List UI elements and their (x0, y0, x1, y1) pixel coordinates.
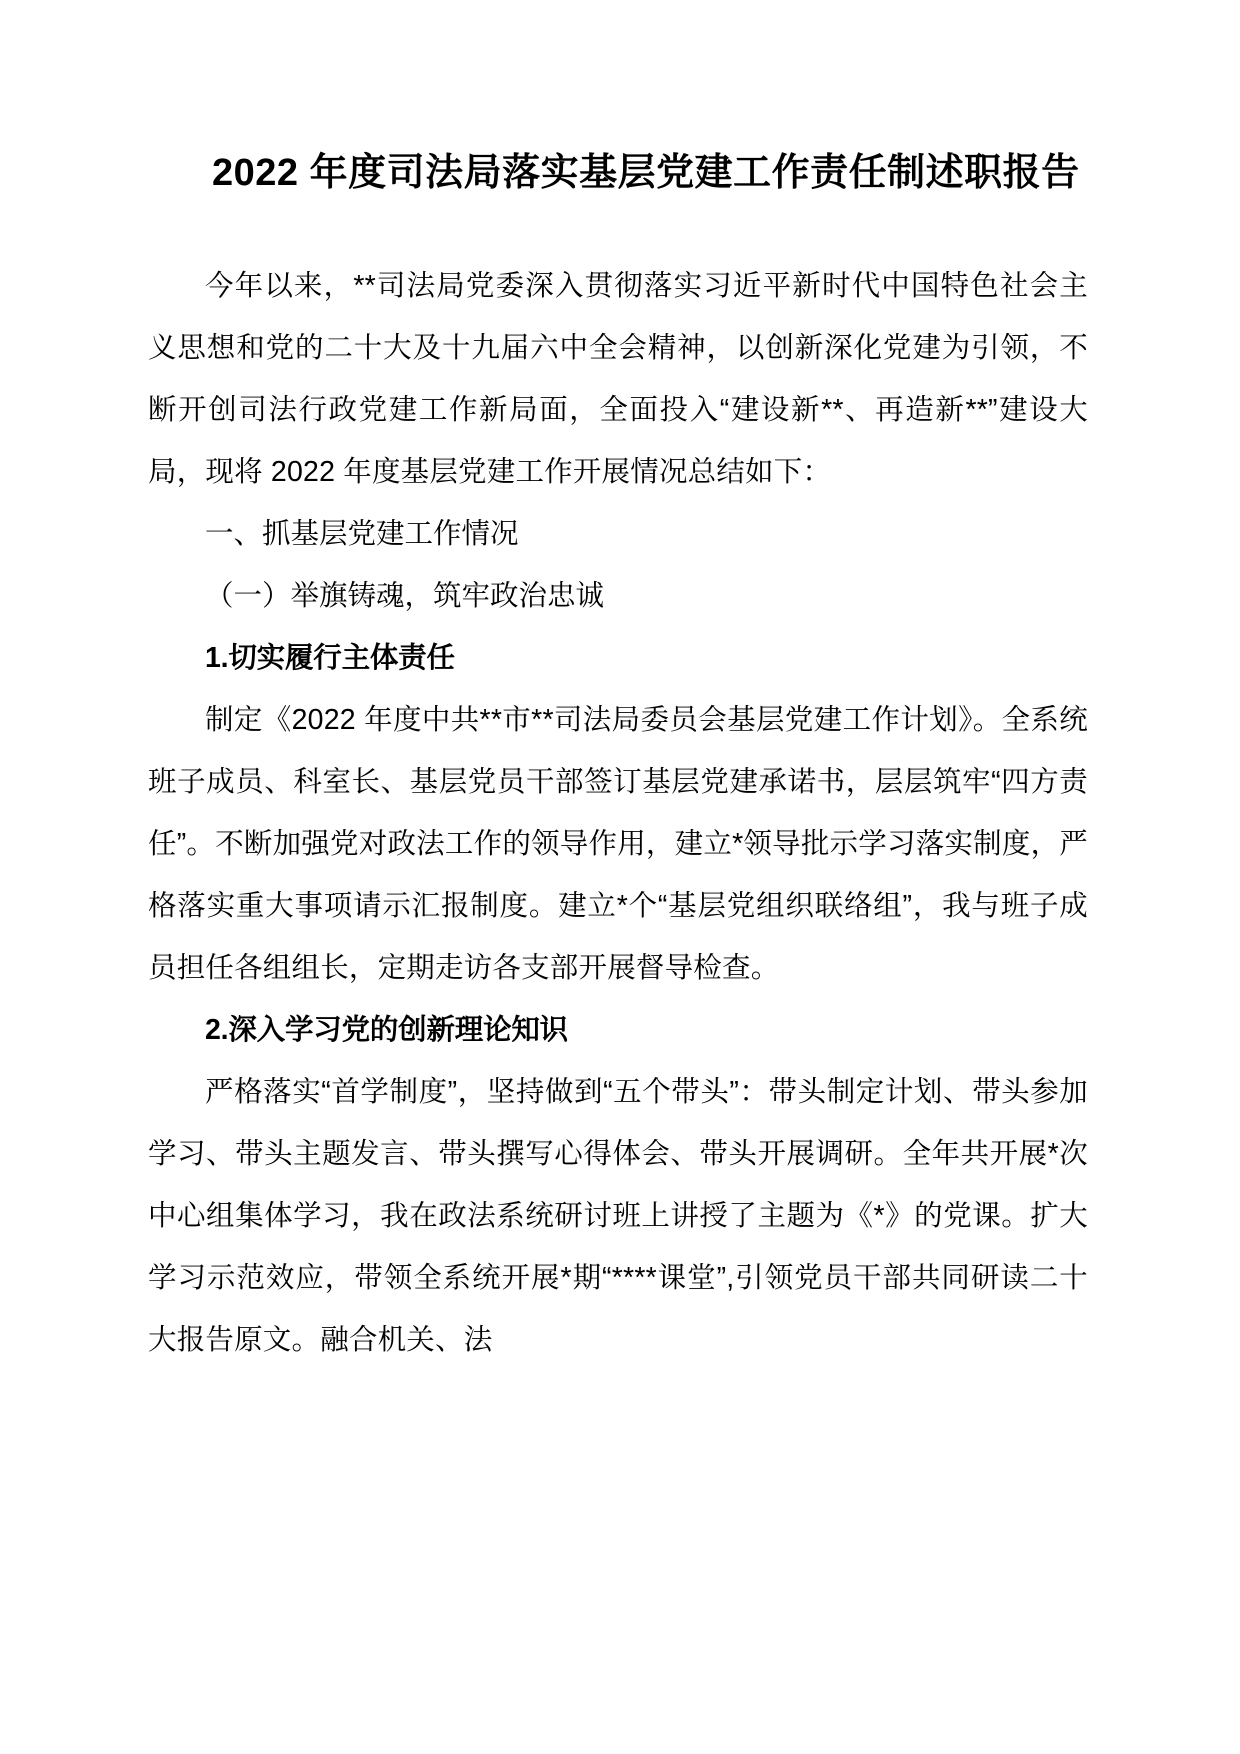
heading-subsection-one: （一）举旗铸魂，筑牢政治忠诚 (205, 580, 605, 613)
title-spacer (148, 199, 1088, 255)
intro-paragraph: 今年以来，**司法局党委深入贯彻落实习近平新时代中国特色社会主义思想和党的二十大及十九届六中全会精神，以创新深化党建为引领，不断开创司法行政党建工作新局面，全面投入“建设新**、再造新**”建设大局，现将 2022 年度基层党建工作开展情况总结如下： (148, 270, 1088, 489)
heading-section-one: 一、抓基层党建工作情况 (205, 518, 519, 551)
paragraph-item-2: 严格落实“首学制度”，坚持做到“五个带头”：带头制定计划、带头参加学习、带头主题发言、带头撰写心得体会、带头开展调研。全年共开展*次中心组集体学习，我在政法系统研讨班上讲授了主题为《*》的党课。扩大学习示范效应，带领全系统开展*期“****课堂”,引领党员干部共同研读二十大报告原文。融合机关、法 (148, 1076, 1088, 1357)
heading-item-1: 1.切实履行主体责任 (205, 642, 455, 675)
page-title: 2022 年度司法局落实基层党建工作责任制述职报告 (212, 152, 1080, 194)
document-content (148, 0, 1088, 1371)
heading-item-2: 2.深入学习党的创新理论知识 (205, 1014, 568, 1047)
paragraph-item-1: 制定《2022 年度中共**市**司法局委员会基层党建工作计划》。全系统班子成员、科室长、基层党员干部签订基层党建承诺书，层层筑牢“四方责任”。不断加强党对政法工作的领导作用，建立*领导批示学习落实制度，严格落实重大事项请示汇报制度。建立*个“基层党组织联络组”，我与班子成员担任各组组长，定期走访各支部开展督导检查。 (148, 704, 1088, 985)
